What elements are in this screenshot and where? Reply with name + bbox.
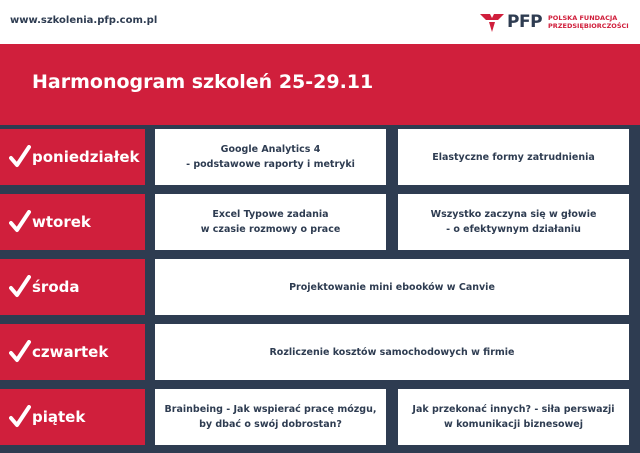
training-card: Wszystko zaczyna się w głowie - o efektywnym działaniu — [398, 194, 629, 250]
training-card: Brainbeing - Jak wspierać pracę mózgu, by dbać o swój dobrostan? — [155, 389, 386, 445]
day-label: piątek — [32, 408, 86, 426]
page-title: Harmonogram szkoleń 25-29.11 — [32, 71, 374, 93]
day-label: poniedziałek — [32, 148, 140, 166]
checkmark-icon — [9, 405, 31, 429]
schedule-row-wednesday — [0, 259, 640, 315]
logo-text: PFP — [507, 12, 543, 32]
day-label: środa — [32, 278, 80, 296]
pfp-logo-icon — [478, 10, 506, 34]
training-card: Google Analytics 4 - podstawowe raporty i metryki — [155, 129, 386, 185]
organization-name — [548, 14, 638, 30]
training-card: Excel Typowe zadania w czasie rozmowy o prace — [155, 194, 386, 250]
day-label: czwartek — [32, 343, 109, 361]
training-card: Rozliczenie kosztów samochodowych w firmie — [155, 324, 629, 380]
checkmark-icon — [9, 340, 31, 364]
day-cell — [0, 194, 145, 250]
website-url[interactable]: www.szkolenia.pfp.com.pl — [10, 15, 158, 26]
schedule-row-tuesday — [0, 194, 640, 250]
day-cell — [0, 324, 145, 380]
training-card: Jak przekonać innych? - siła perswazji w komunikacji biznesowej — [398, 389, 629, 445]
title-banner — [0, 44, 640, 125]
checkmark-icon — [9, 210, 31, 234]
training-card: Elastyczne formy zatrudnienia — [398, 129, 629, 185]
day-label: wtorek — [32, 213, 91, 231]
day-cell — [0, 129, 145, 185]
top-bar — [0, 0, 640, 44]
checkmark-icon — [9, 145, 31, 169]
organization-name-line1: POLSKA FUNDACJA — [548, 14, 618, 22]
pfp-logo — [478, 9, 638, 35]
schedule-row-friday — [0, 389, 640, 445]
schedule-row-thursday — [0, 324, 640, 380]
day-cell — [0, 389, 145, 445]
organization-name-line2: PRZEDSIĘBIORCZOŚCI — [548, 22, 629, 30]
schedule-row-monday — [0, 129, 640, 185]
day-cell — [0, 259, 145, 315]
checkmark-icon — [9, 275, 31, 299]
training-card: Projektowanie mini ebooków w Canvie — [155, 259, 629, 315]
